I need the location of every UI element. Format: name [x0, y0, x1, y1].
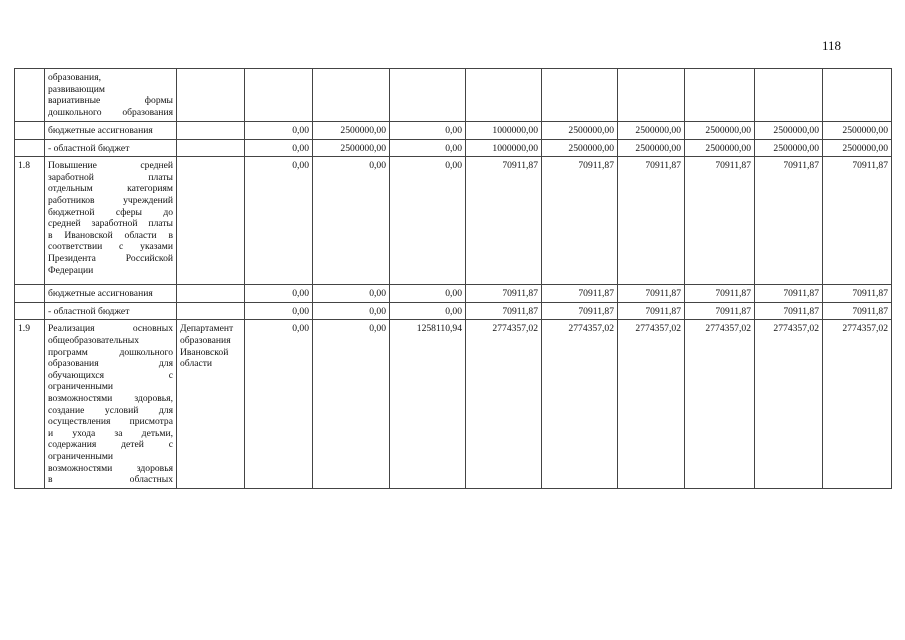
- row-executor: [177, 122, 245, 140]
- table-row: [15, 157, 892, 285]
- row-executor: [177, 302, 245, 320]
- value-cell: 70911,87: [618, 157, 685, 285]
- value-cell: 1000000,00: [466, 122, 542, 140]
- value-cell: 70911,87: [466, 302, 542, 320]
- value-cell: [245, 69, 313, 122]
- row-name-line: программ дошкольного: [48, 346, 173, 358]
- row-executor-line: Департамент: [180, 323, 234, 335]
- row-name-line: бюджетные ассигнования: [48, 125, 153, 136]
- value-cell: 70911,87: [823, 157, 892, 285]
- row-index: [15, 285, 45, 303]
- row-name: [45, 122, 177, 140]
- value-cell: [618, 69, 685, 122]
- value-cell: 2774357,02: [618, 320, 685, 488]
- row-executor: [177, 285, 245, 303]
- row-index: 1.8: [15, 157, 45, 285]
- table-row: [15, 320, 892, 488]
- value-cell: 0,00: [245, 157, 313, 285]
- value-cell: 0,00: [313, 320, 390, 488]
- value-cell: 70911,87: [755, 285, 823, 303]
- value-cell: 2500000,00: [313, 122, 390, 140]
- row-name-line: образования,: [48, 72, 102, 83]
- value-cell: 1000000,00: [466, 139, 542, 157]
- row-index: [15, 69, 45, 122]
- value-cell: 2500000,00: [823, 122, 892, 140]
- value-cell: 2500000,00: [313, 139, 390, 157]
- value-cell: 2774357,02: [542, 320, 618, 488]
- value-cell: 70911,87: [618, 302, 685, 320]
- row-name-line: отдельным категориям: [48, 183, 173, 195]
- value-cell: 2500000,00: [542, 139, 618, 157]
- row-name-line: соответствии с указами: [48, 241, 173, 253]
- value-cell: 70911,87: [542, 285, 618, 303]
- row-executor: [177, 157, 245, 285]
- row-name-line: обучающихся с: [48, 369, 173, 381]
- value-cell: 0,00: [245, 320, 313, 488]
- row-name-line: бюджетной сферы до: [48, 206, 173, 218]
- value-cell: 0,00: [313, 302, 390, 320]
- row-name: [45, 157, 177, 285]
- row-name: [45, 69, 177, 122]
- row-name-line: средней заработной платы: [48, 218, 173, 230]
- row-executor: [177, 69, 245, 122]
- row-name: [45, 302, 177, 320]
- value-cell: 2500000,00: [755, 122, 823, 140]
- value-cell: 70911,87: [755, 302, 823, 320]
- value-cell: 70911,87: [823, 285, 892, 303]
- value-cell: 0,00: [245, 139, 313, 157]
- row-executor-line: Ивановской: [180, 346, 229, 358]
- value-cell: 70911,87: [542, 302, 618, 320]
- row-name-line: осуществления присмотра: [48, 416, 173, 428]
- value-cell: [466, 69, 542, 122]
- row-name-line: возможностями здоровья,: [48, 392, 173, 404]
- table-row: [15, 139, 892, 157]
- value-cell: 70911,87: [685, 157, 755, 285]
- row-index: [15, 122, 45, 140]
- value-cell: 0,00: [390, 302, 466, 320]
- value-cell: 0,00: [313, 157, 390, 285]
- row-name: [45, 139, 177, 157]
- row-name-line: общеобразовательных: [48, 334, 139, 346]
- value-cell: 0,00: [390, 157, 466, 285]
- value-cell: 1258110,94: [390, 320, 466, 488]
- value-cell: 0,00: [245, 285, 313, 303]
- row-executor-line: образования: [180, 334, 231, 346]
- value-cell: [313, 69, 390, 122]
- row-name-line: содержания детей с: [48, 439, 173, 451]
- value-cell: 70911,87: [685, 285, 755, 303]
- value-cell: 0,00: [313, 285, 390, 303]
- value-cell: 2500000,00: [755, 139, 823, 157]
- table-row: [15, 69, 892, 122]
- row-name-line: дошкольного образования: [48, 106, 173, 118]
- value-cell: [542, 69, 618, 122]
- value-cell: 0,00: [390, 139, 466, 157]
- value-cell: 2500000,00: [823, 139, 892, 157]
- value-cell: 2774357,02: [755, 320, 823, 488]
- value-cell: 2500000,00: [618, 122, 685, 140]
- row-name: [45, 285, 177, 303]
- row-name-line: развивающим: [48, 83, 105, 95]
- table-row: [15, 122, 892, 140]
- value-cell: 70911,87: [823, 302, 892, 320]
- value-cell: [685, 69, 755, 122]
- value-cell: 2774357,02: [823, 320, 892, 488]
- value-cell: 70911,87: [466, 285, 542, 303]
- row-name-line: образования для: [48, 358, 173, 370]
- row-index: [15, 139, 45, 157]
- row-executor-line: области: [180, 358, 213, 370]
- value-cell: 70911,87: [618, 285, 685, 303]
- row-name-line: ограниченными: [48, 450, 114, 462]
- row-name-line: и ухода за детьми,: [48, 427, 173, 439]
- row-name-line: Федерации: [48, 264, 94, 276]
- value-cell: 0,00: [245, 302, 313, 320]
- row-name-line: Реализация основных: [48, 323, 173, 335]
- row-index: 1.9: [15, 320, 45, 488]
- row-name-line: возможностями здоровья: [48, 462, 173, 474]
- row-name-line: в Ивановской области в: [48, 229, 173, 241]
- page-number: 118: [822, 38, 842, 53]
- budget-table: [14, 68, 892, 489]
- value-cell: 2774357,02: [685, 320, 755, 488]
- row-name-line: - областной бюджет: [48, 142, 130, 154]
- row-executor: [177, 320, 245, 488]
- row-name-line: - областной бюджет: [48, 305, 130, 317]
- row-name-line: Президента Российской: [48, 252, 173, 264]
- value-cell: [755, 69, 823, 122]
- table-body: [15, 69, 892, 489]
- value-cell: 70911,87: [755, 157, 823, 285]
- value-cell: 70911,87: [685, 302, 755, 320]
- row-name-line: ограниченными: [48, 381, 114, 393]
- value-cell: 2500000,00: [618, 139, 685, 157]
- value-cell: 70911,87: [542, 157, 618, 285]
- value-cell: 70911,87: [466, 157, 542, 285]
- value-cell: 0,00: [245, 122, 313, 140]
- table-row: [15, 285, 892, 303]
- value-cell: [823, 69, 892, 122]
- value-cell: 2500000,00: [542, 122, 618, 140]
- row-index: [15, 302, 45, 320]
- row-executor: [177, 139, 245, 157]
- row-name-line: бюджетные ассигнования: [48, 288, 153, 300]
- row-name-line: вариативные формы: [48, 95, 173, 107]
- row-name-line: создание условий для: [48, 404, 173, 416]
- row-name-line: работников учреждений: [48, 194, 173, 206]
- value-cell: 2500000,00: [685, 139, 755, 157]
- table-row: [15, 302, 892, 320]
- value-cell: [390, 69, 466, 122]
- value-cell: 0,00: [390, 285, 466, 303]
- value-cell: 0,00: [390, 122, 466, 140]
- row-name-line: Повышение средней: [48, 160, 173, 172]
- value-cell: 2774357,02: [466, 320, 542, 488]
- row-name-line: в областных: [48, 474, 173, 486]
- row-name: [45, 320, 177, 488]
- value-cell: 2500000,00: [685, 122, 755, 140]
- row-name-line: заработной платы: [48, 171, 173, 183]
